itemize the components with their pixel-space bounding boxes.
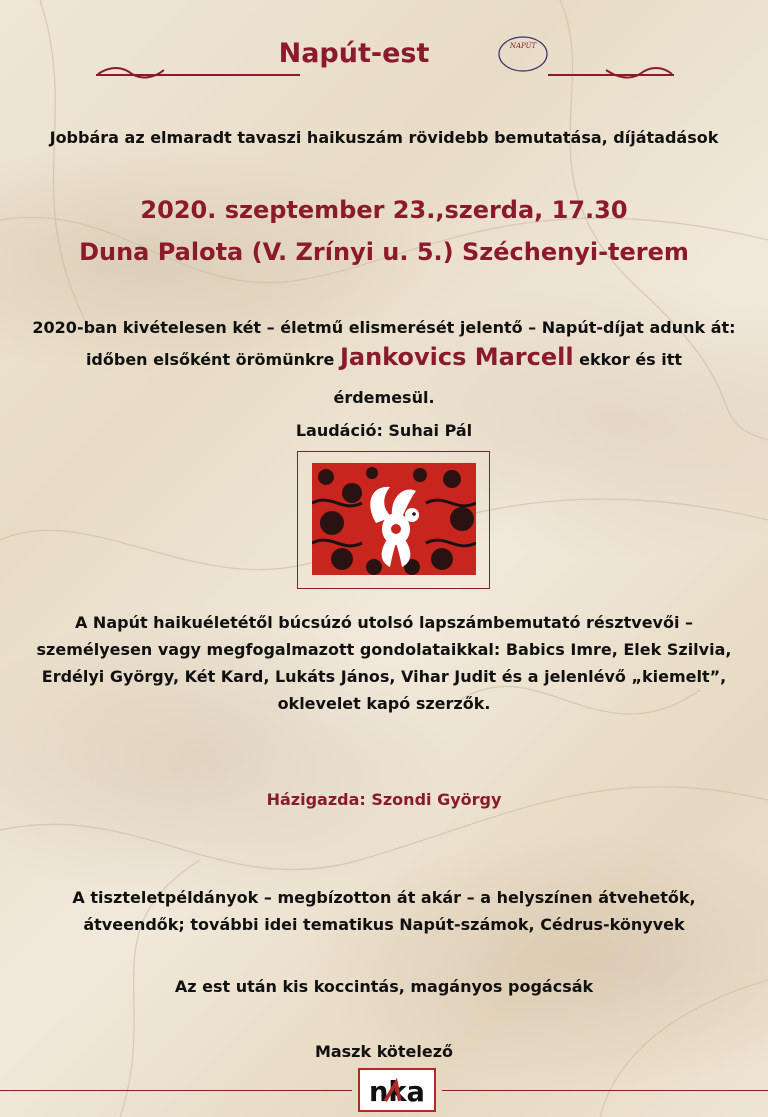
copies-paragraph [0,884,768,938]
participants-line: A Napút haikuéletétől búcsúzó utolsó lapszámbemutató résztvevői – [74,613,694,632]
bird-artwork-image [312,463,476,575]
footer-rule-right [442,1090,768,1091]
naput-logo [497,34,549,74]
footer-rule-left [0,1090,352,1091]
host-line: Házigazda: Szondi György [266,790,502,809]
participants-line: személyesen vagy megfogalmazott gondolataikkal: Babics Imre, Elek Szilvia, [36,640,732,659]
mask-notice: Maszk kötelező [314,1042,454,1061]
award-line-3: érdemesül. [333,388,435,407]
nka-logo [358,1068,436,1112]
copies-line: átveendők; további idei tematikus Napút-számok, Cédrus-könyvek [83,915,685,934]
page-title: Napút-est [278,38,430,69]
award-line-2 [0,344,768,373]
event-date: 2020. szeptember 23.,szerda, 17.30 [140,196,628,224]
laudation: Laudáció: Suhai Pál [295,421,473,440]
award-line-2-after: ekkor és itt [579,350,683,369]
participants-line: Erdélyi György, Két Kard, Lukáts János, Vihar Judit és a jelenlévő „kiemelt”, [41,667,727,686]
subtitle: Jobbára az elmaradt tavaszi haikuszám rövidebb bemutatása, díjátadások [49,128,719,147]
award-line-1: 2020-ban kivételesen két – életmű elismerését jelentő – Napút-díjat adunk át: [32,318,736,337]
participants-paragraph [0,609,768,717]
event-venue: Duna Palota (V. Zrínyi u. 5.) Széchenyi-terem [79,238,689,266]
svg-text:nka: nka [369,1076,425,1108]
after-event-line: Az est után kis koccintás, magányos pogácsák [174,977,594,996]
awardee-name: Jankovics Marcell [339,343,574,371]
award-line-2-before: időben elsőként örömünkre [85,350,335,369]
copies-line: A tiszteletpéldányok – megbízotton át akár – a helyszínen átvehetők, [72,888,696,907]
participants-line: oklevelet kapó szerzők. [277,694,491,713]
svg-text:NAPÚT: NAPÚT [509,42,537,50]
